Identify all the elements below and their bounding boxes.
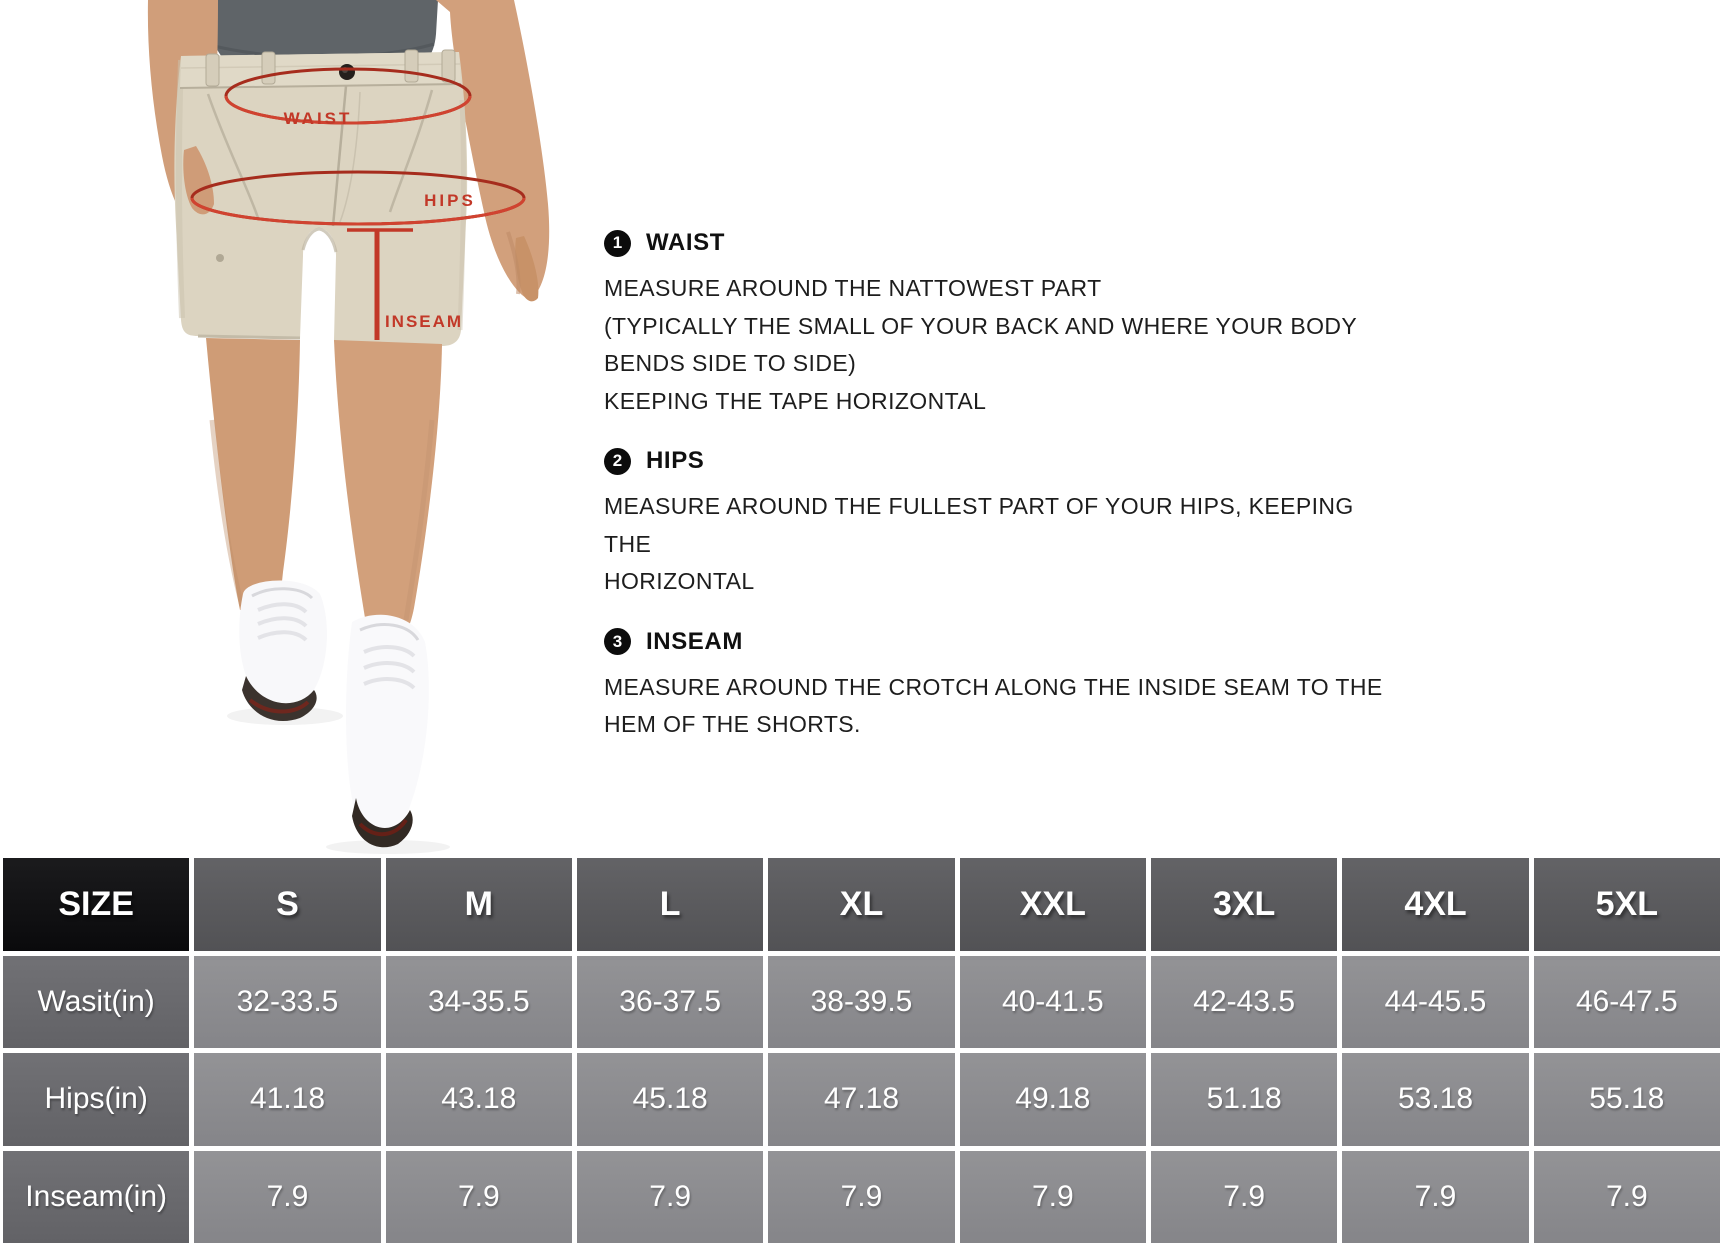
waist-value: 42-43.5	[1151, 956, 1337, 1049]
waist-value: 34-35.5	[386, 956, 572, 1049]
inseam-value: 7.9	[1534, 1151, 1720, 1244]
waist-value: 36-37.5	[577, 956, 763, 1049]
hips-value: 51.18	[1151, 1053, 1337, 1146]
left-shoe-graphic	[239, 580, 327, 721]
waist-instruction-line: MEASURE AROUND THE NATTOWEST PART	[604, 275, 1102, 301]
hips-value: 45.18	[577, 1053, 763, 1146]
table-header-size: SIZE	[3, 858, 189, 951]
step-1-badge: 1	[604, 230, 631, 257]
hips-value: 41.18	[194, 1053, 380, 1146]
right-shoe-graphic	[346, 615, 429, 848]
inseam-value: 7.9	[1342, 1151, 1528, 1244]
inseam-instruction-line: MEASURE AROUND THE CROTCH ALONG THE INSIDE SEAM TO THE	[604, 673, 1383, 700]
inseam-value: 7.9	[194, 1151, 380, 1244]
table-header-s: S	[194, 858, 380, 951]
table-header-4xl: 4XL	[1342, 858, 1528, 951]
inseam-instruction-line: HEM OF THE SHORTS.	[604, 711, 861, 737]
hips-instruction-line: MEASURE AROUND THE FULLEST PART OF YOUR HIPS, KEEPING THE	[604, 493, 1354, 557]
inseam-value: 7.9	[768, 1151, 954, 1244]
table-header-5xl: 5XL	[1534, 858, 1720, 951]
table-header-xxl: XXL	[960, 858, 1146, 951]
table-header-m: M	[386, 858, 572, 951]
waist-section	[604, 228, 1404, 420]
model-photo	[0, 0, 590, 856]
inseam-value: 7.9	[386, 1151, 572, 1244]
hips-tag-label: HIPS	[424, 191, 476, 210]
hips-value: 55.18	[1534, 1053, 1720, 1146]
row-label-waist: Wasit(in)	[3, 956, 189, 1049]
legs-graphic	[206, 338, 442, 628]
row-label-inseam: Inseam(in)	[3, 1151, 189, 1244]
row-label-hips: Hips(in)	[3, 1053, 189, 1146]
table-header-xl: XL	[768, 858, 954, 951]
hips-section	[604, 446, 1404, 601]
waist-value: 38-39.5	[768, 956, 954, 1049]
hips-value: 53.18	[1342, 1053, 1528, 1146]
size-table	[3, 858, 1720, 1243]
waist-value: 46-47.5	[1534, 956, 1720, 1049]
hips-value: 49.18	[960, 1053, 1146, 1146]
waist-value: 32-33.5	[194, 956, 380, 1049]
waist-instruction-line: KEEPING THE TAPE HORIZONTAL	[604, 387, 987, 414]
hips-instruction-line: HORIZONTAL	[604, 568, 755, 594]
inseam-tag-label: INSEAM	[384, 312, 464, 331]
model-illustration	[0, 0, 590, 856]
waist-value: 40-41.5	[960, 956, 1146, 1049]
hips-value: 47.18	[768, 1053, 954, 1146]
inseam-value: 7.9	[577, 1151, 763, 1244]
table-header-3xl: 3XL	[1151, 858, 1337, 951]
inseam-value: 7.9	[960, 1151, 1146, 1244]
waist-value: 44-45.5	[1342, 956, 1528, 1049]
waist-tag-label: WAIST	[283, 109, 353, 128]
inseam-section	[604, 627, 1404, 744]
inseam-value: 7.9	[1151, 1151, 1337, 1244]
step-2-badge: 2	[604, 448, 631, 475]
hips-value: 43.18	[386, 1053, 572, 1146]
waist-instruction-line: BENDS SIDE TO SIDE)	[604, 350, 857, 376]
table-header-l: L	[577, 858, 763, 951]
waist-instruction-line: (TYPICALLY THE SMALL OF YOUR BACK AND WHERE YOUR BODY	[604, 312, 1358, 339]
hips-section-title: HIPS	[646, 447, 705, 474]
waist-section-title: WAIST	[646, 229, 725, 256]
inseam-section-title: INSEAM	[646, 627, 743, 655]
step-3-badge: 3	[604, 628, 631, 655]
measuring-instructions	[604, 228, 1404, 770]
